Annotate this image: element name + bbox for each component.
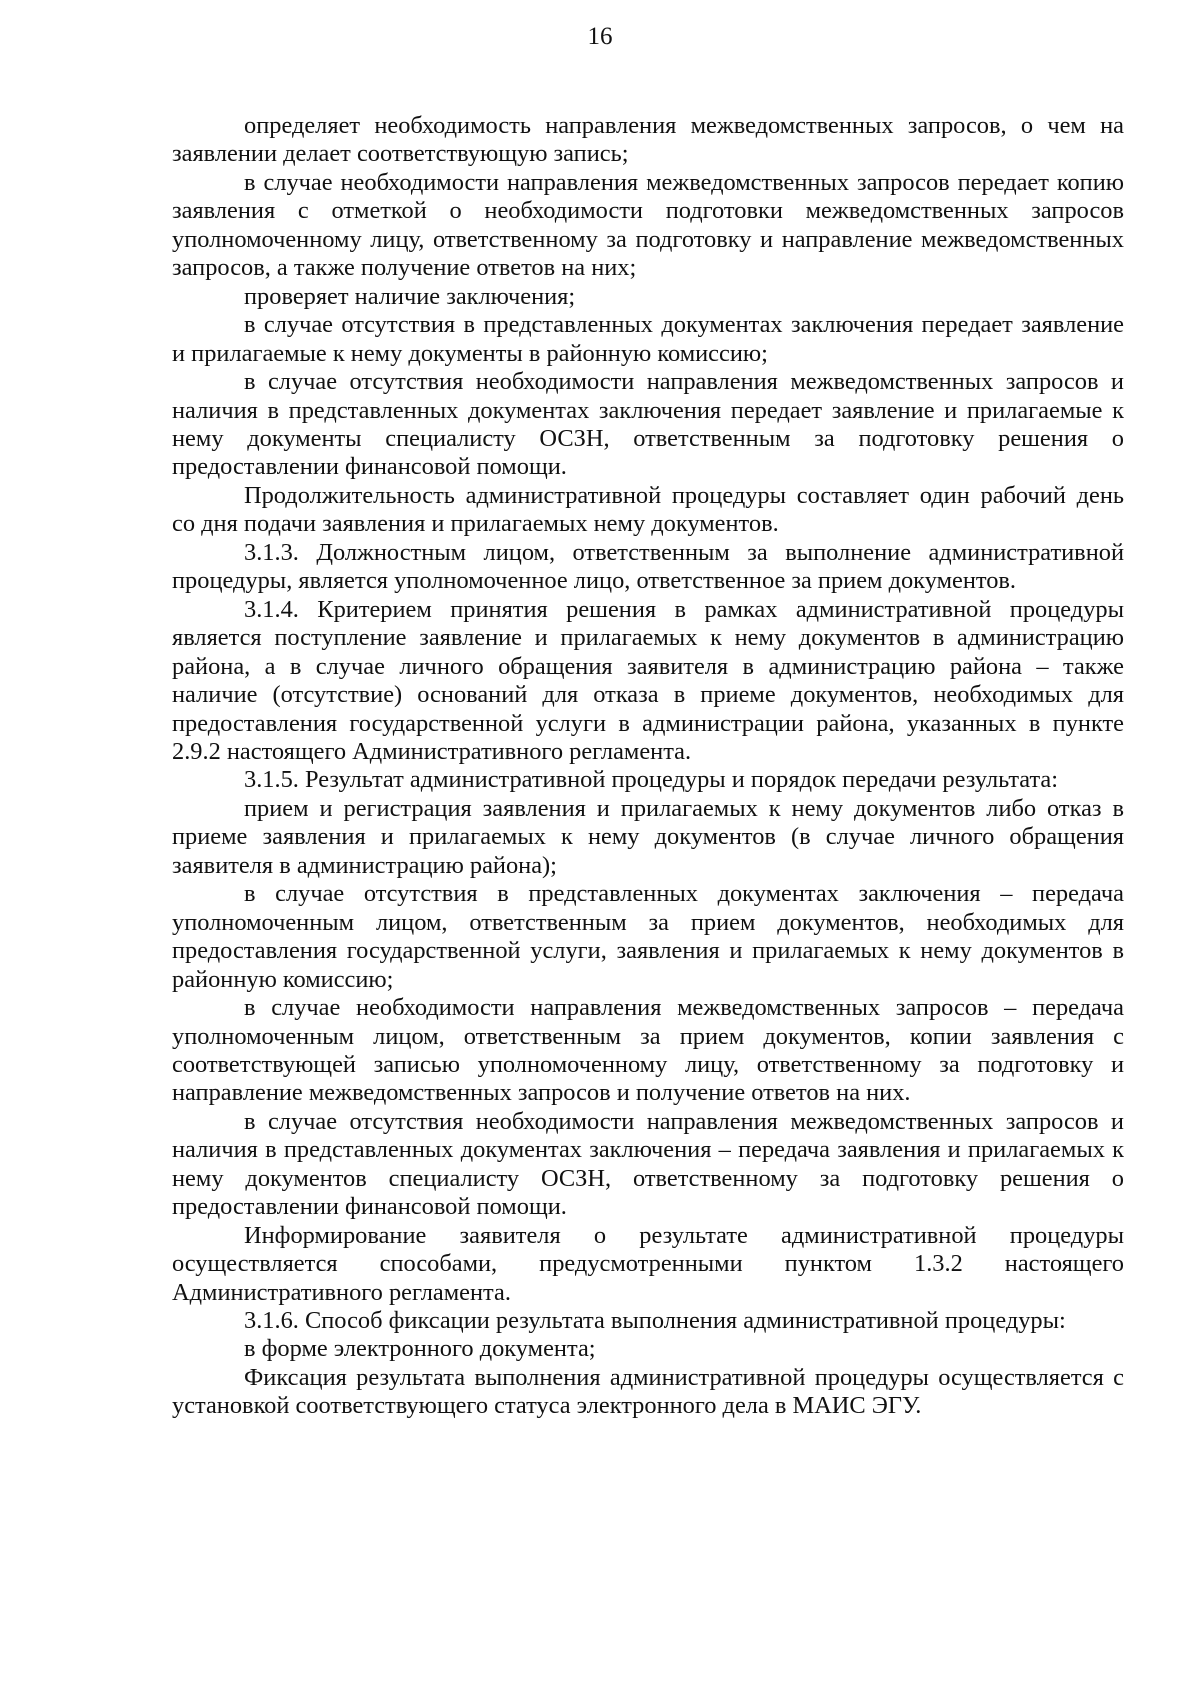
paragraph: в форме электронного документа;: [244, 1335, 596, 1363]
paragraph: Фиксация результата выполнения административной процедуры осуществляется с установкой соответствующего статуса электронного дела в МАИС ЭГУ.: [172, 1363, 1124, 1420]
paragraph: проверяет наличие заключения;: [244, 282, 576, 310]
page-number: 16: [587, 23, 613, 50]
paragraph: в случае отсутствия необходимости направления межведомственных запросов и наличия в представленных документах заключения передает заявление и прилагаемые к нему документы специалисту ОСЗН, ответственным за подготовку решения о предоставлении финансовой помощи.: [172, 368, 1124, 481]
paragraph: прием и регистрация заявления и прилагаемых к нему документов либо отказ в приеме заявления и прилагаемых к нему документов (в случае личного обращения заявителя в администрацию района);: [172, 794, 1124, 879]
paragraph: 3.1.3. Должностным лицом, ответственным за выполнение административной процедуры, является уполномоченное лицо, ответственное за прием документов.: [172, 538, 1124, 595]
paragraph: 3.1.5. Результат административной процедуры и порядок передачи результата:: [244, 766, 1059, 794]
paragraph: Информирование заявителя о результате административной процедуры осуществляется способами, предусмотренными пунктом 1.3.2 настоящего Административного регламента.: [172, 1221, 1124, 1306]
paragraph: в случае отсутствия в представленных документах заключения – передача уполномоченным лицом, ответственным за прием документов, необходимых для предоставления государственной услуги, заявления и прилагаемых к нему документов в районную комиссию;: [172, 880, 1124, 993]
paragraph: в случае необходимости направления межведомственных запросов – передача уполномоченным лицом, ответственным за прием документов, копии заявления с соответствующей записью уполномоченному лицу, ответственному за подготовку и направление межведомственных запросов и получение ответов на них.: [172, 994, 1124, 1107]
paragraph: Продолжительность административной процедуры составляет один рабочий день со дня подачи заявления и прилагаемых нему документов.: [172, 481, 1124, 538]
paragraph: в случае отсутствия в представленных документах заключения передает заявление и прилагаемые к нему документы в районную комиссию;: [172, 311, 1124, 367]
document-body: [172, 112, 1124, 1421]
paragraph: 3.1.6. Способ фиксации результата выполнения административной процедуры:: [244, 1307, 1066, 1335]
paragraph: в случае необходимости направления межведомственных запросов передает копию заявления с отметкой о необходимости подготовки межведомственных запросов уполномоченному лицу, ответственному за подготовку и направление межведомственных запросов, а также получение ответов на них;: [172, 168, 1124, 282]
paragraph: 3.1.4. Критерием принятия решения в рамках административной процедуры является поступление заявление и прилагаемых к нему документов в администрацию района, а в случае личного обращения заявителя в администрацию района – также наличие (отсутствие) оснований для отказа в приеме документов, необходимых для предоставления государственной услуги в администрации района, указанных в пункте 2.9.2 настоящего Административного регламента.: [172, 595, 1124, 765]
paragraph: в случае отсутствия необходимости направления межведомственных запросов и наличия в представленных документах заключения – передача заявления и прилагаемых к нему документов специалисту ОСЗН, ответственному за подготовку решения о предоставлении финансовой помощи.: [172, 1107, 1124, 1221]
paragraph: определяет необходимость направления межведомственных запросов, о чем на заявлении делает соответствующую запись;: [172, 112, 1124, 168]
